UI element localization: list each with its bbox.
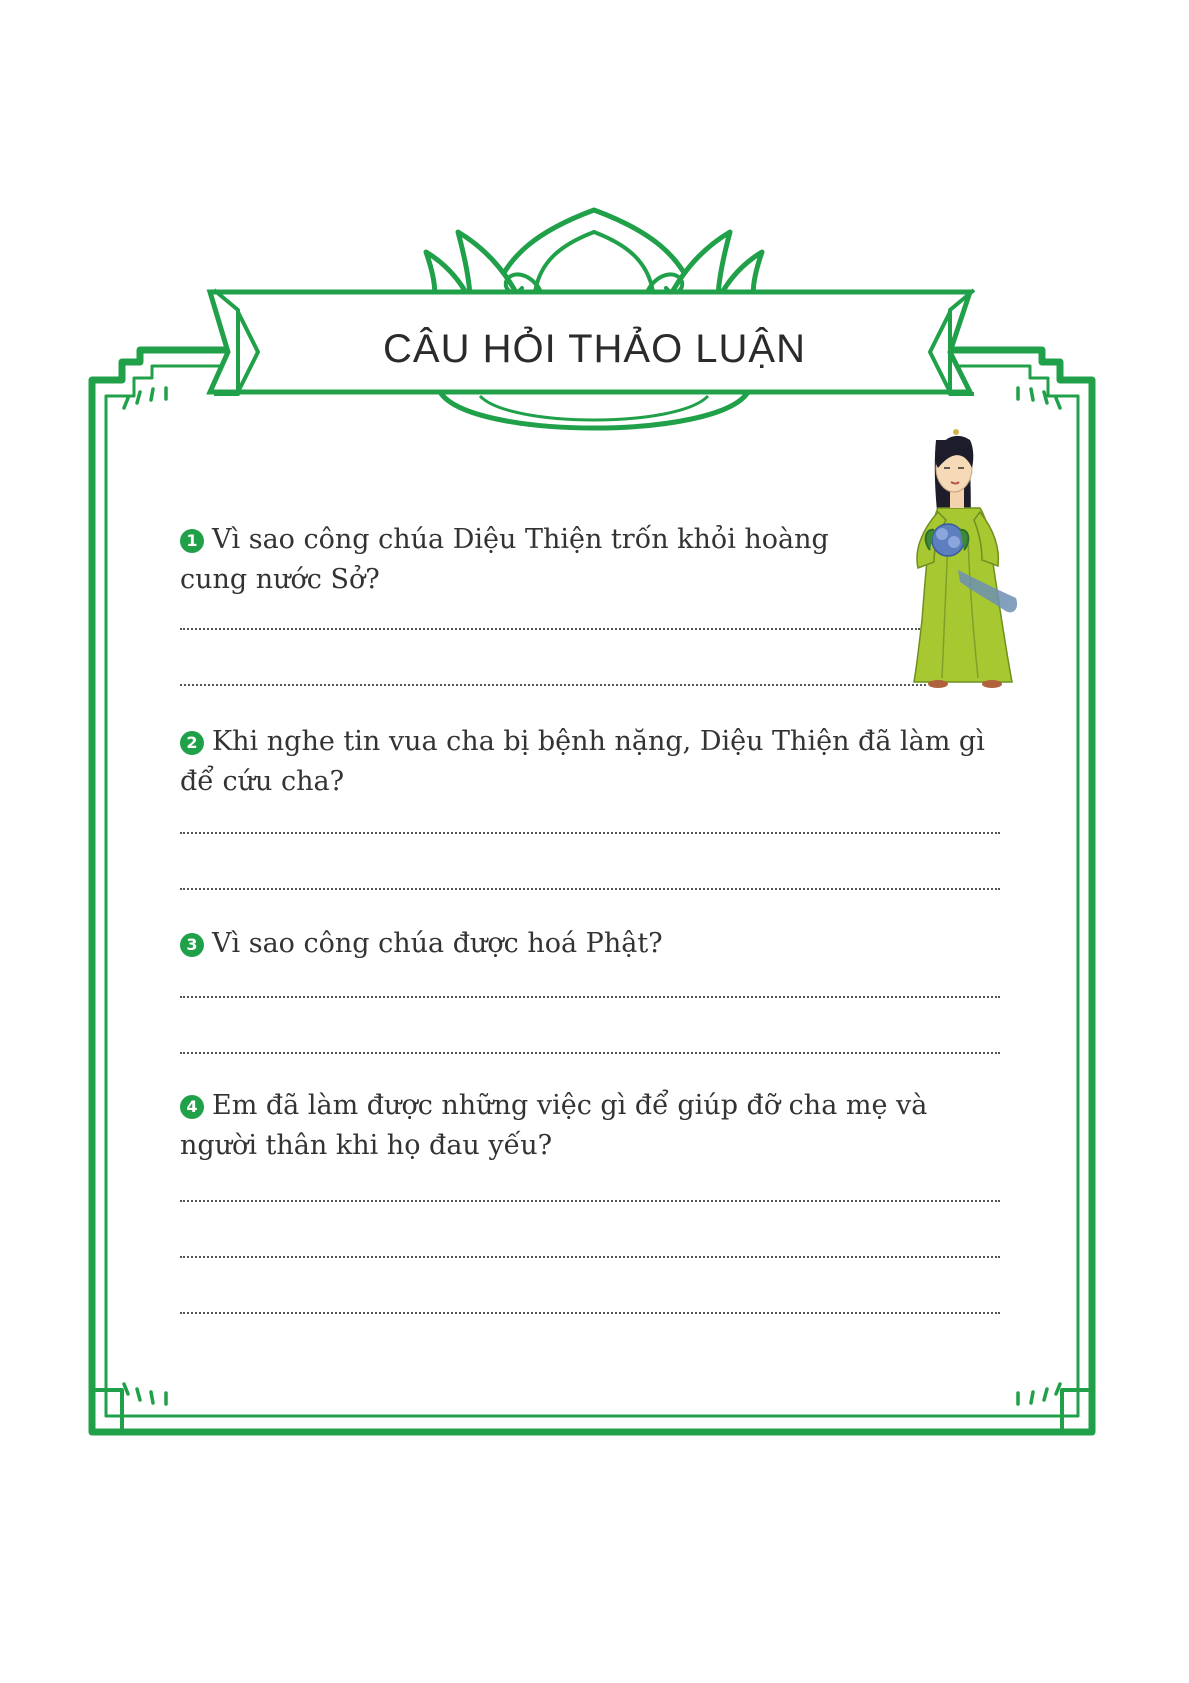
question-3 [180,924,1010,964]
question-text: Khi nghe tin vua cha bị bệnh nặng, Diệu Thiện đã làm gì để cứu cha? [180,726,985,797]
question-text: Vì sao công chúa được hoá Phật? [212,928,663,959]
question-number-badge: 3 [180,933,204,957]
answer-line[interactable] [180,684,926,686]
answer-line[interactable] [180,1052,1000,1054]
answer-line[interactable] [180,888,1000,890]
question-number-badge: 4 [180,1095,204,1119]
answer-line[interactable] [180,1312,1000,1314]
page-title: CÂU HỎI THẢO LUẬN [383,327,806,371]
question-number-badge: 2 [180,731,204,755]
answer-line[interactable] [180,1256,1000,1258]
answer-line[interactable] [180,996,1000,998]
question-4 [180,1086,1010,1166]
answer-line[interactable] [180,1200,1000,1202]
answer-line[interactable] [180,832,1000,834]
question-2 [180,722,1010,802]
question-text: Em đã làm được những việc gì để giúp đỡ cha mẹ và người thân khi họ đau yếu? [180,1090,928,1161]
question-number-badge: 1 [180,529,204,553]
question-1 [180,520,900,600]
princess-holding-lotus-illustration [908,420,1038,695]
answer-line[interactable] [180,628,920,630]
question-text: Vì sao công chúa Diệu Thiện trốn khỏi hoàng cung nước Sở? [180,524,829,595]
